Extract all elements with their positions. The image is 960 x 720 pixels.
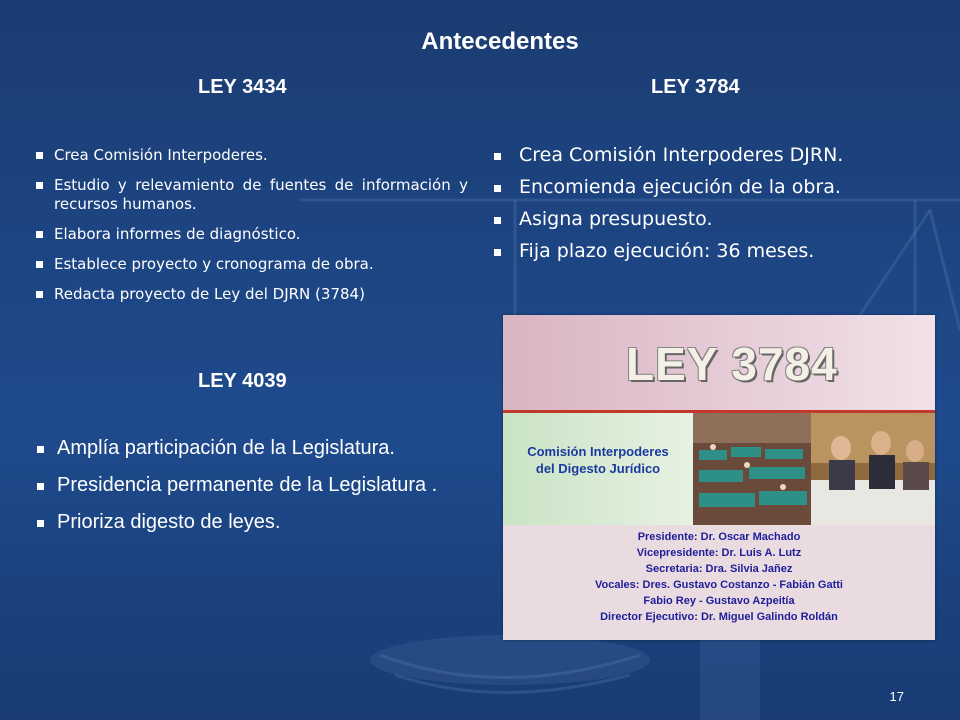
- list-item-text: Amplía participación de la Legislatura.: [57, 437, 395, 459]
- list-item: Asigna presupuesto.: [490, 208, 930, 230]
- ley-3434-list: [34, 146, 468, 315]
- list-item: [34, 510, 470, 535]
- ley-3784-list: [490, 144, 930, 272]
- list-item-text: Presidencia permanente de la Legislatura .: [57, 474, 438, 496]
- ley-4039-list: [34, 436, 470, 547]
- credit-line: Vicepresidente: Dr. Luis A. Lutz: [636, 547, 802, 559]
- poster-subtitle-line1: Comisión Interpoderes: [527, 444, 669, 459]
- credit-line: Fabio Rey - Gustavo Azpeitía: [643, 595, 795, 607]
- page-number: 17: [889, 689, 904, 704]
- list-item: Crea Comisión Interpoderes.: [34, 146, 468, 165]
- chamber-photo: [693, 413, 811, 525]
- ley-3784-poster: [503, 315, 935, 640]
- heading-ley-4039: LEY 4039: [198, 370, 287, 392]
- slide-title: Antecedentes: [421, 28, 579, 55]
- credit-line: Secretaria: Dra. Silvia Jañez: [645, 563, 793, 575]
- poster-subtitle-line2: del Digesto Jurídico: [535, 461, 661, 476]
- list-item: Crea Comisión Interpoderes DJRN.: [490, 144, 930, 166]
- poster-title: LEY 3784: [626, 338, 838, 390]
- list-item-text: Prioriza digesto de leyes.: [57, 511, 281, 533]
- list-item: Estudio y relevamiento de fuentes de información y recursos humanos.: [34, 176, 468, 214]
- list-item: [34, 436, 470, 461]
- credit-line: Director Ejecutivo: Dr. Miguel Galindo Roldán: [600, 611, 838, 623]
- list-item: Establece proyecto y cronograma de obra.: [34, 255, 468, 274]
- list-item: Fija plazo ejecución: 36 meses.: [490, 240, 930, 262]
- credit-line: Vocales: Dres. Gustavo Costanzo - Fabián Gatti: [595, 579, 843, 591]
- list-item: Redacta proyecto de Ley del DJRN (3784): [34, 285, 468, 304]
- heading-ley-3434: LEY 3434: [198, 76, 287, 98]
- heading-ley-3784: LEY 3784: [651, 76, 740, 98]
- list-item: Encomienda ejecución de la obra.: [490, 176, 930, 198]
- list-item: [34, 473, 470, 498]
- credit-line: Presidente: Dr. Oscar Machado: [637, 531, 801, 543]
- poster-credits: [503, 529, 935, 625]
- committee-photo: [811, 413, 935, 525]
- poster-subtitle: [503, 443, 693, 477]
- list-item: Elabora informes de diagnóstico.: [34, 225, 468, 244]
